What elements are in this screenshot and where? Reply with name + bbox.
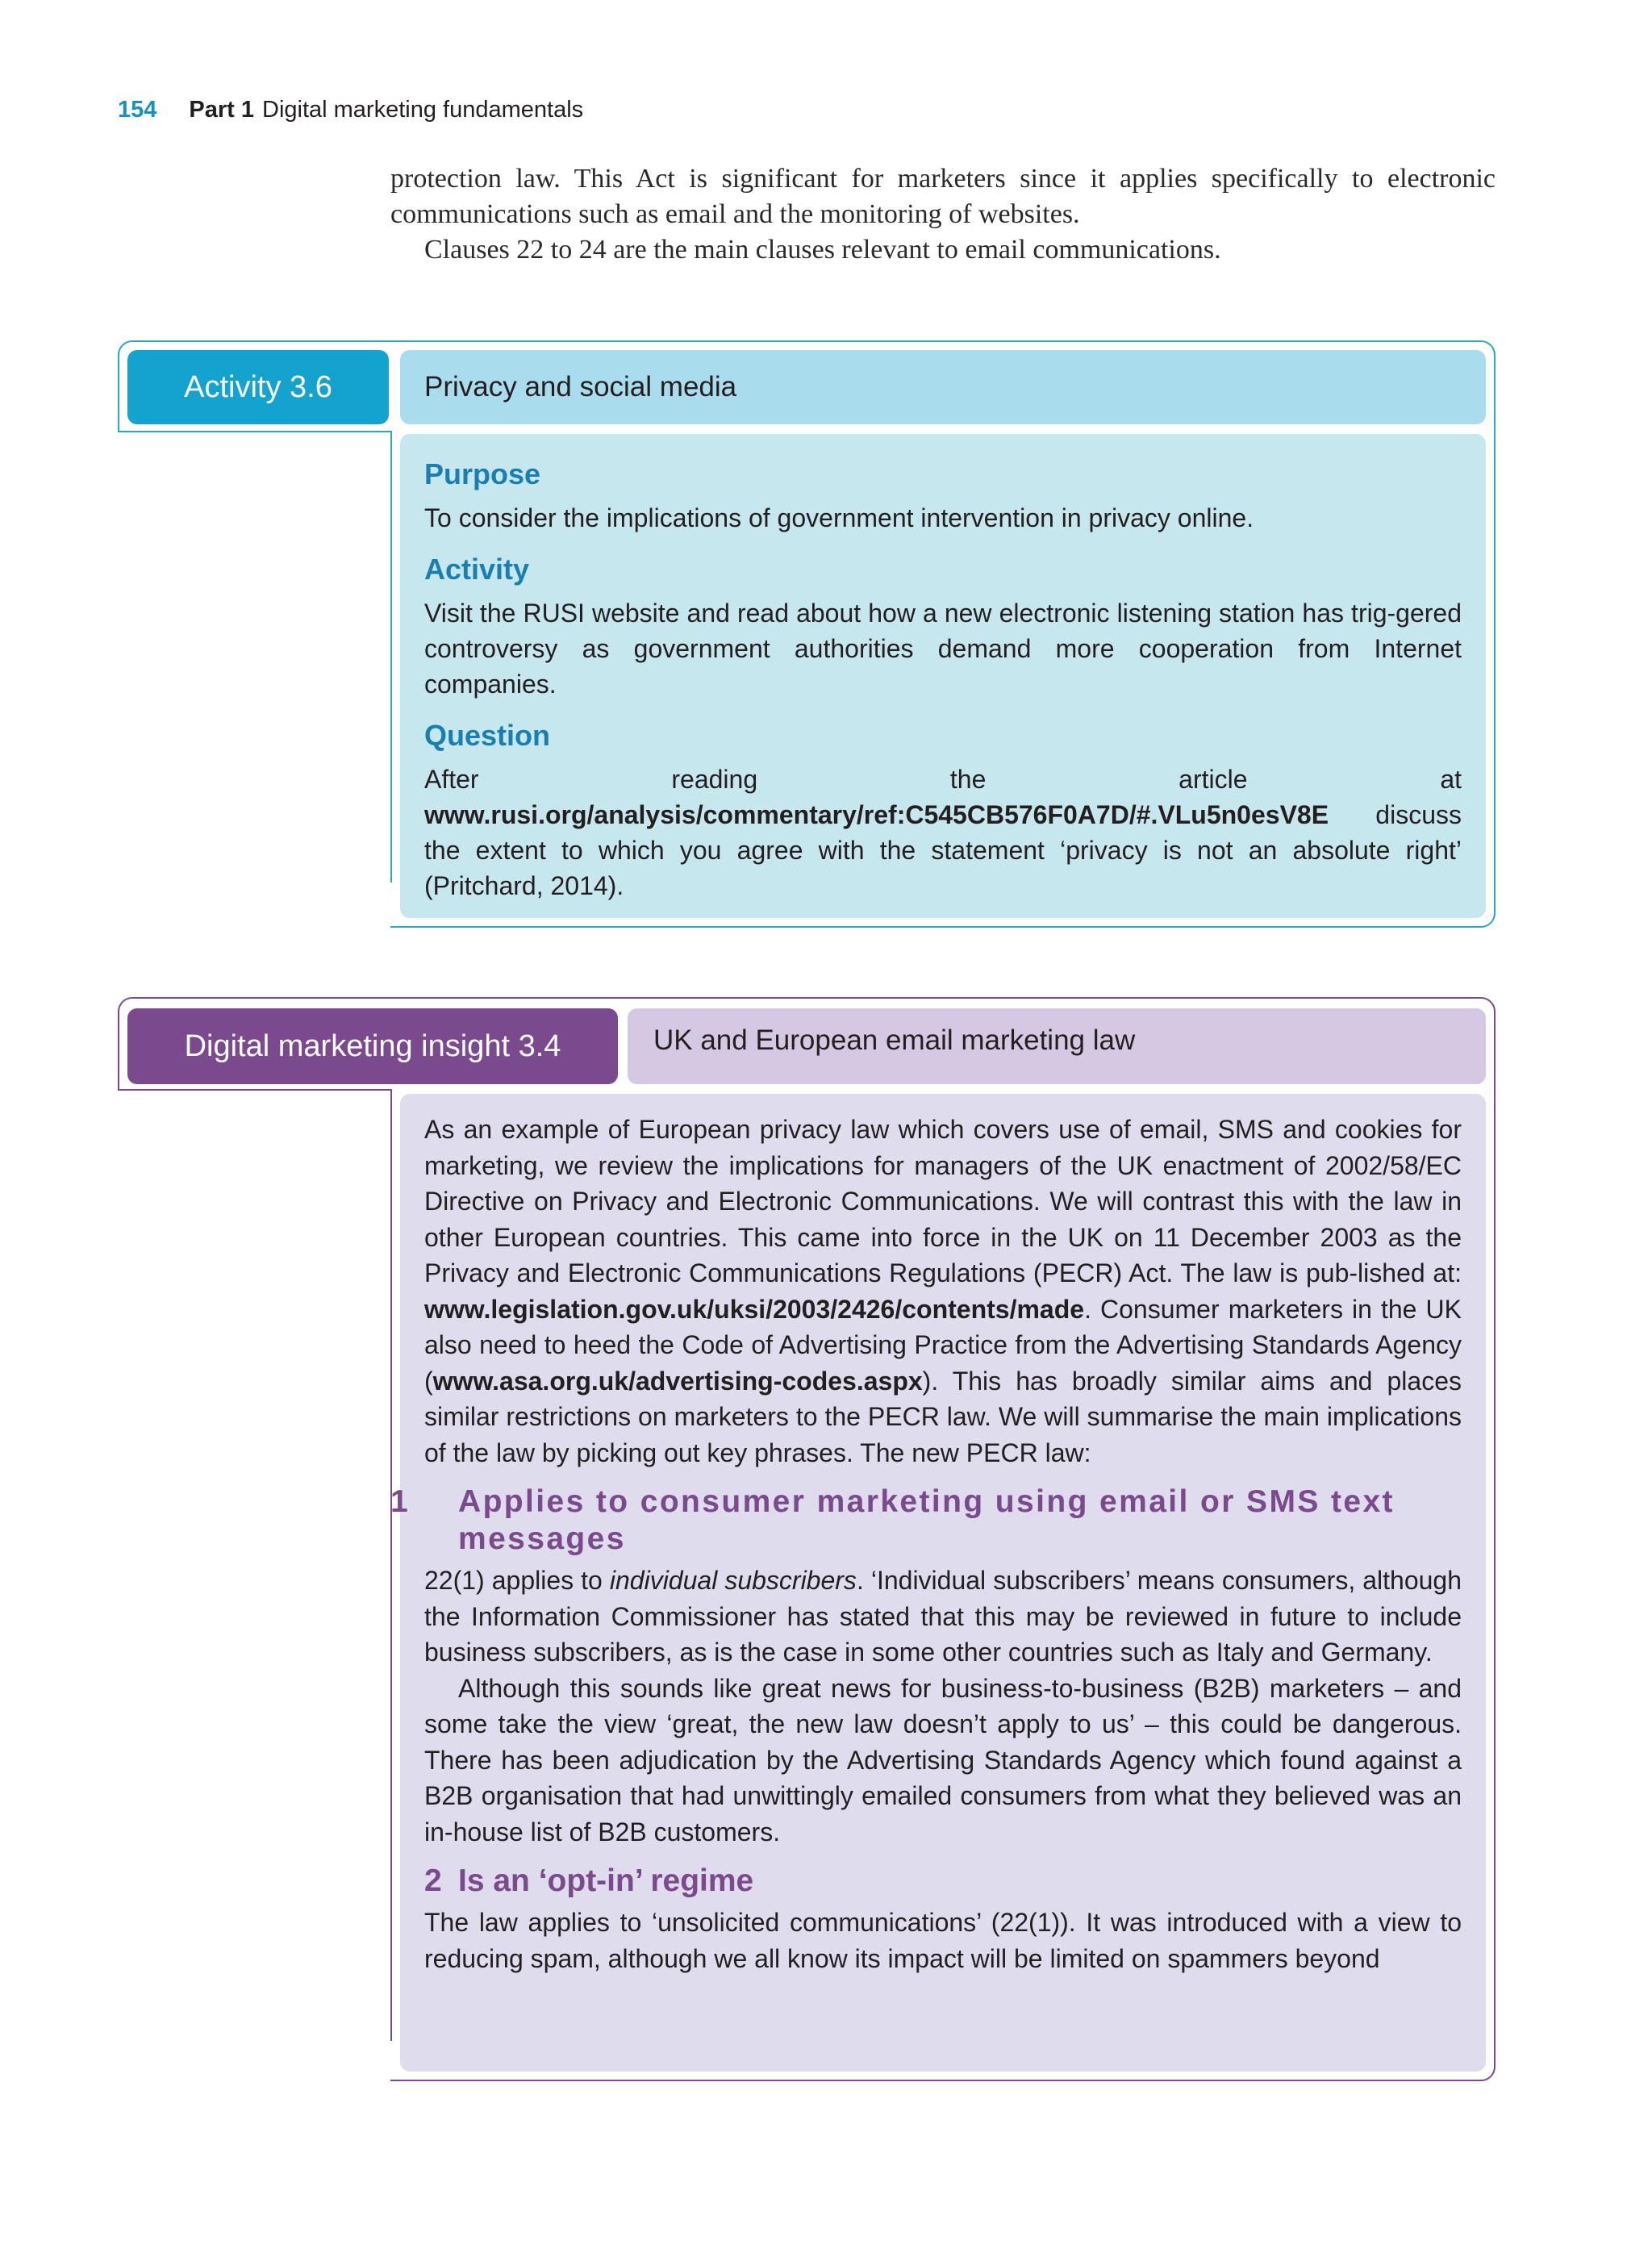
insight-body xyxy=(390,1094,1486,2072)
section-1-paragraph-2: Although this sounds like great news for business-to-business (B2B) marketers – and some take the view ‘great, the new law doesn’t apply to us’ – this could be dangerous. There has been adjudication by the Advertising Standards Agency which found against a B2B organisation that had unwittingly emailed consumers from what they believed was an in-house list of B2B customers. xyxy=(424,1673,1462,1846)
activity-frame-cutout xyxy=(118,432,390,933)
insight-intro-start: As an example of European privacy law which covers use of email, SMS and cookies for marketing, we review the implications for managers of the UK enactment of 2002/58/EC Directive on Privacy and Electronic Communications. We will contrast this with the law in other European countries. This came into force in the UK on 11 December 2003 as the Privacy and Electronic Communications Regulations (PECR) Act. The law is pub-lished at: xyxy=(424,1115,1462,1287)
section-1-number: 1 xyxy=(390,1484,408,1519)
part-title: Digital marketing fundamentals xyxy=(262,97,584,123)
intro-paragraph-2: Clauses 22 to 24 are the main clauses relevant to email communications. xyxy=(424,235,1221,265)
section-2-heading xyxy=(424,1863,1462,1900)
insight-label: Digital marketing insight 3.4 xyxy=(127,1008,618,1084)
activity-label: Activity 3.6 xyxy=(127,350,389,424)
intro-text xyxy=(390,161,1496,268)
activity-frame-step-vertical xyxy=(390,431,392,883)
section-1-p1-start: 22(1) applies to xyxy=(424,1566,610,1595)
section-2-paragraph-1: The law applies to ‘unsolicited communications’ (22(1)). It was introduced with a view to reducing spam, although we all know its impact will be limited on spammers beyond xyxy=(424,1908,1462,1973)
purpose-text: To consider the implications of government intervention in privacy online. xyxy=(424,503,1254,532)
insight-frame-step-horizontal xyxy=(119,1089,392,1091)
part-label: Part 1 xyxy=(189,97,254,123)
question-text-end: discuss the extent to which you agree with the statement ‘privacy is not an absolute right’ (Pritchard, 2014). xyxy=(424,800,1462,900)
activity-frame-step-horizontal xyxy=(119,431,392,432)
insight-intro-end: ). This has broadly similar aims and places similar restrictions on marketers to the PECR law. We will summarise the main implications of the law by picking out key phrases. The new PECR law: xyxy=(424,1366,1462,1467)
section-1-p1-end: . ‘Individual subscribers’ means consumers, although the Information Commissioner has stated that this may be reviewed in future to include business subscribers, as is the case in some other countries such as Italy and Germany. xyxy=(424,1566,1462,1667)
question-text-start: After reading the article at xyxy=(424,765,1462,794)
section-1-paragraph-1 xyxy=(424,1563,1462,1671)
section-1-heading xyxy=(390,1483,1462,1558)
section-1-p1-emphasis: individual subscribers xyxy=(609,1566,857,1595)
section-2-number: 2 xyxy=(424,1863,442,1898)
legislation-link[interactable]: www.legislation.gov.uk/uksi/2003/2426/contents/made xyxy=(424,1294,1085,1324)
activity-title: Privacy and social media xyxy=(400,350,1486,424)
activity-heading: Activity xyxy=(424,553,530,586)
question-text xyxy=(424,762,1462,903)
insight-title: UK and European email marketing law xyxy=(628,1008,1486,1084)
question-heading: Question xyxy=(424,719,551,752)
insight-intro-middle: . Consumer marketers in the UK also need to heed the Code of Advertising Practice from the Advertising Standards Agency ( xyxy=(424,1294,1462,1396)
insight-frame-cutout xyxy=(118,1091,390,2091)
intro-paragraph-1: protection law. This Act is significant for marketers since it applies specifically to electronic communications such as email and the monitoring of websites. xyxy=(390,164,1496,229)
rusi-article-link[interactable]: www.rusi.org/analysis/commentary/ref:C545CB576F0A7D/#.VLu5n0esV8E xyxy=(424,800,1329,829)
purpose-heading: Purpose xyxy=(424,457,541,490)
running-head xyxy=(118,94,583,126)
section-2-heading-text: Is an ‘opt-in’ regime xyxy=(458,1863,754,1898)
insight-intro-paragraph xyxy=(424,1112,1462,1471)
asa-link[interactable]: www.asa.org.uk/advertising-codes.aspx xyxy=(432,1366,923,1396)
activity-text: Visit the RUSI website and read about how a new electronic listening station has trig-gered controversy as government authorities demand more cooperation from Internet companies. xyxy=(424,599,1462,699)
page-number: 154 xyxy=(118,97,157,123)
insight-frame-step-vertical xyxy=(390,1089,392,2041)
activity-body xyxy=(400,434,1486,918)
section-1-heading-text: Applies to consumer marketing using email or SMS text messages xyxy=(458,1484,1395,1556)
